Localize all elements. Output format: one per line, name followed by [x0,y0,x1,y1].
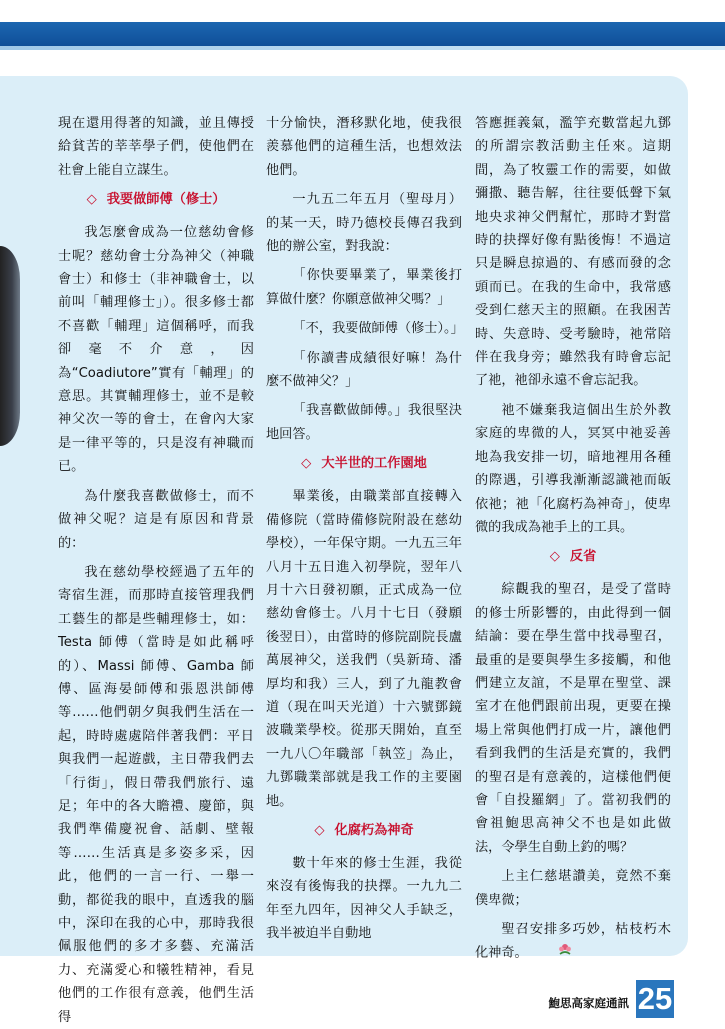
diamond-icon: ◇ [549,549,560,565]
paragraph: 為什麼我喜歡做修士，而不做神父呢？這是有原因和背景的： [58,488,254,551]
publication-name: 鮑思高家庭通訊 [548,996,629,1010]
paragraph: 十分愉快，潛移默化地，使我很羨慕他們的這種生活，也想效法他們。 [266,116,462,178]
paragraph [475,918,671,966]
top-banner-accent [0,46,725,50]
paragraph: 答應捱義氣，濫竽充數當起九鄧的所謂宗教活動主任來。這期間，為了牧靈工作的需要，如做彌撒、聽告解，往往要低聲下氣地央求神父們幫忙，那時才對當時的抉擇好像有點後悔！不過這只是瞬息掠過的、有感而發的念頭而已。在我的生命中，我常感受到仁慈天主的照顧。在我困苦時、失意時、受考驗時，祂常陪伴在我身旁；雖然我有時會忘記了祂，祂卻永遠不會忘記我。 [475,116,671,389]
section-heading [266,819,462,842]
paragraph: 我在慈幼學校經過了五年的寄宿生涯，而那時直接管理我們工藝生的都是些輔理修士，如：Testa 師傅（當時是如此稱呼的）、Massi 師傅、Gamba 師傅、區海晏師傅和張恩洪師傅等……他們朝夕與我們生活在一起，時時處處陪伴著我們：平日與我們一起遊戲，主日帶我們去「行街」，假日帶我們旅行、遠足；年中的各大瞻禮、慶節，與我們準備慶祝會、話劇、壁報等……生活真是多姿多采，因此，他們的一言一行、一舉一動，都從我的眼中，直透我的腦中，深印在我的心中，那時我很佩服他們的多才多藝、充滿活力、充滿愛心和犧牲精神，看見他們的工作很有意義，他們生活得 [58,564,254,1025]
paragraph: 現在還用得著的知識，並且傳授給貧苦的莘莘學子們，使他們在社會上能自立謀生。 [58,116,254,178]
paragraph: 一九五二年五月（聖母月）的某一天，時乃德校長傳召我到他的辦公室，對我說： [266,192,462,255]
paragraph: 我怎麼會成為一位慈幼會修士呢？慈幼會士分為神父（神職會士）和修士（非神職會士，以前叫「輔理修士」）。很多修士都不喜歡「輔理」這個稱呼，而我卻毫不介意，因為“Coadiutore”實有「輔理」的意思。其實輔理修士，並不是較神父次一等的會士，在會內大家是一律平等的，只是沒有神職而已。 [58,225,254,475]
diamond-icon: ◇ [86,192,97,208]
section-heading-text: 大半世的工作園地 [321,456,427,472]
article-column-3 [475,112,671,962]
top-banner [0,22,725,46]
article-column-1 [58,112,254,1025]
section-heading-text: 反省 [569,549,597,565]
diamond-icon: ◇ [314,822,325,838]
section-heading-text: 化腐朽為神奇 [334,822,414,838]
paragraph: 數十年來的修士生涯，我從來沒有後悔我的抉擇。一九九二年至九四年，因神父人手缺乏，我半被迫半自動地 [266,855,462,942]
section-heading [266,452,462,475]
paragraph: 「不，我要做師傅（修士）。」 [292,321,464,337]
section-heading [58,188,254,211]
paragraph: 「你快要畢業了，畢業後打算做什麼？你願意做神父嗎？」 [266,268,462,307]
page-number: 25 [637,981,673,1016]
diamond-icon: ◇ [301,456,312,472]
paragraph: 綜觀我的聖召，是受了當時的修士所影響的，由此得到一個結論：要在學生當中找尋聖召，最重的是要與學生多接觸，和他們建立友誼，不是單在聖堂、課室才在他們跟前出現，更要在操場上常與他們打成一片，讓他們看到我們的生活是充實的，我們的聖召是有意義的，這樣他們便會「自投羅網」了。當初我們的會祖鮑思高神父不也是如此做法，令學生自動上釣的嗎？ [475,582,671,855]
section-heading [475,545,671,568]
paragraph: 上主仁慈堪讚美，竟然不棄僕卑微； [475,869,671,908]
article-column-2 [266,112,462,952]
closing-line: 聖召安排多巧妙，枯枝朽木化神奇。 [475,922,671,962]
paragraph: 「你讀書成績很好嘛！為什麼不做神父？」 [266,350,462,390]
paragraph: 「我喜歡做師傅。」我很堅決地回答。 [266,403,462,442]
section-heading-text: 我要做師傅（修士） [106,192,226,208]
paragraph: 畢業後，由職業部直接轉入備修院（當時備修院附設在慈幼學校），一年保守期。一九五三年八月十五日進入初學院，翌年八月十六日發初願，正式成為一位慈幼會修士。八月十七日（發願後翌日），由當時的修院副院長盧萬展神父，送我們（吳新琦、潘厚均和我）三人，到了九龍教會道（現在叫天光道）十六號鄧鏡波職業學校。從那天開始，直至一九八〇年職部「執笠」為止，九鄧職業部就是我工作的主要園地。 [266,489,462,809]
photo-edge [0,246,20,446]
paragraph: 祂不嫌棄我這個出生於外教家庭的卑微的人，冥冥中祂妥善地為我安排一切，暗地裡用各種的際遇，引導我漸漸認識祂而皈依祂；祂「化腐朽為神奇」，使卑微的我成為祂手上的工具。 [475,402,671,535]
flower-icon [531,941,573,964]
